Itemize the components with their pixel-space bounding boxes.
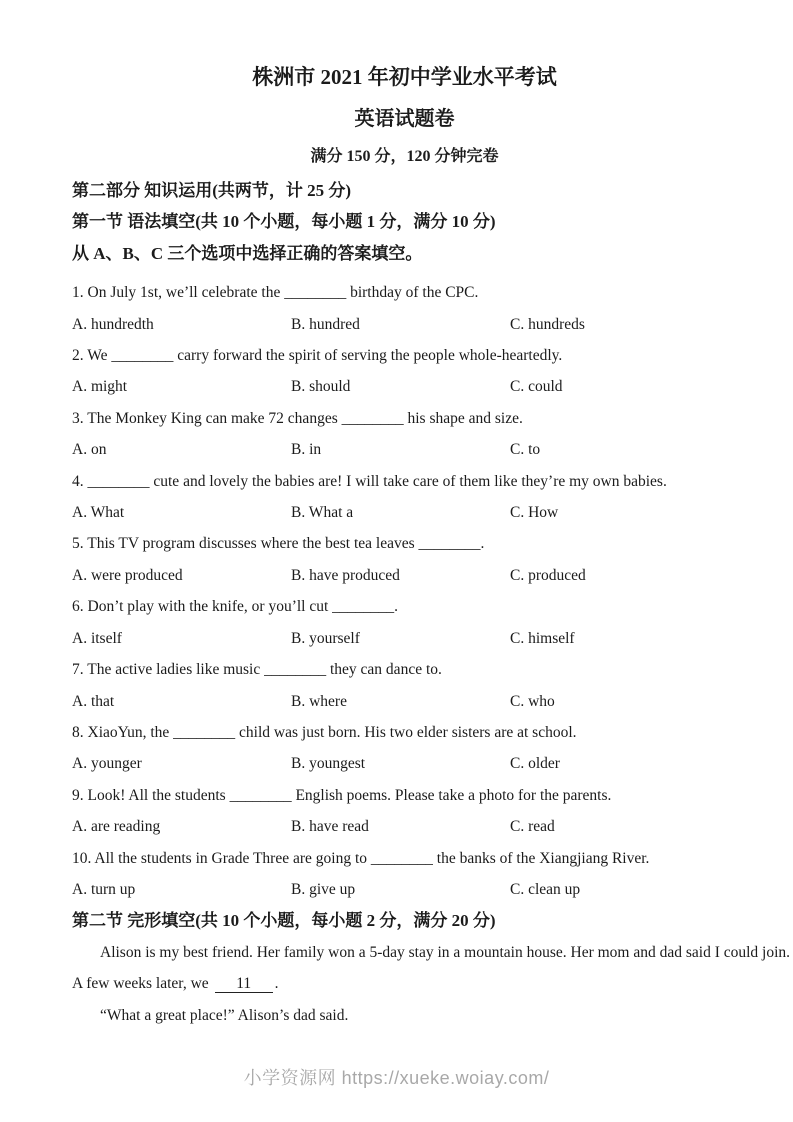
cloze-paragraph-line-2 xyxy=(72,968,737,999)
question-2-option-a: A. might xyxy=(72,378,128,396)
question-5-options xyxy=(72,560,737,591)
question-3-option-c: C. to xyxy=(510,441,541,459)
score-duration-line: 满分 150 分，120 分钟完卷 xyxy=(310,148,499,165)
question-8-option-b: B. youngest xyxy=(291,755,366,773)
question-2-options xyxy=(72,371,737,402)
paper-title: 英语试题卷 xyxy=(354,108,455,130)
cloze-paragraph-line-1: Alison is my best friend. Her family won a 5-day stay in a mountain house. Her mom and dad said I could join. xyxy=(100,943,791,961)
question-6-option-b: B. yourself xyxy=(291,629,360,647)
question-1-option-b: B. hundred xyxy=(291,315,360,333)
question-6-options xyxy=(72,623,737,654)
question-7-options xyxy=(72,686,737,717)
question-1-text: 1. On July 1st, we’ll celebrate the ________ birthday of the CPC. xyxy=(72,284,479,302)
question-9-option-a: A. are reading xyxy=(72,818,161,836)
question-3-text: 3. The Monkey King can make 72 changes ________ his shape and size. xyxy=(72,409,523,427)
question-4-text: 4. ________ cute and lovely the babies are! I will take care of them like they’re my own babies. xyxy=(72,472,667,490)
cloze-paragraph-line-3: “What a great place!” Alison’s dad said. xyxy=(100,1006,349,1024)
question-4-option-b: B. What a xyxy=(291,504,354,522)
question-9-text: 9. Look! All the students ________ English poems. Please take a photo for the parents. xyxy=(72,786,612,804)
question-5-text: 5. This TV program discusses where the best tea leaves ________. xyxy=(72,535,485,553)
exam-title: 株洲市 2021 年初中学业水平考试 xyxy=(252,65,557,89)
question-1-option-a: A. hundredth xyxy=(72,315,154,333)
question-1-options xyxy=(72,309,737,340)
question-3-options xyxy=(72,434,737,465)
cloze-blank-11: 11 xyxy=(215,975,273,993)
question-10-option-b: B. give up xyxy=(291,880,356,898)
question-7-text: 7. The active ladies like music ________ they can dance to. xyxy=(72,661,442,679)
question-2-option-b: B. should xyxy=(291,378,351,396)
question-5-option-c: C. produced xyxy=(510,566,586,584)
question-9-option-c: C. read xyxy=(510,818,555,836)
question-7-option-b: B. where xyxy=(291,692,347,710)
question-3-option-b: B. in xyxy=(291,441,322,459)
question-9-options xyxy=(72,811,737,842)
question-7-option-c: C. who xyxy=(510,692,555,710)
question-6-option-a: A. itself xyxy=(72,629,122,647)
question-5-option-a: A. were produced xyxy=(72,566,183,584)
question-8-option-a: A. younger xyxy=(72,755,142,773)
question-5-option-b: B. have produced xyxy=(291,566,400,584)
question-10-option-a: A. turn up xyxy=(72,880,136,898)
site-watermark: 小学资源网 https://xueke.woiay.com/ xyxy=(243,1068,550,1088)
question-10-options xyxy=(72,874,737,905)
question-4-options xyxy=(72,497,737,528)
instruction-line: 从 A、B、C 三个选项中选择正确的答案填空。 xyxy=(72,243,423,263)
question-10-option-c: C. clean up xyxy=(510,880,581,898)
cloze-line2-text: A few weeks later, we xyxy=(72,975,209,993)
grammar-questions-list xyxy=(72,277,737,905)
part2-header: 第二部分 知识运用(共两节，计 25 分) xyxy=(72,181,352,200)
question-4-option-c: C. How xyxy=(510,504,559,522)
question-7-option-a: A. that xyxy=(72,692,115,710)
question-8-text: 8. XiaoYun, the ________ child was just born. His two elder sisters are at school. xyxy=(72,723,577,741)
question-1-option-c: C. hundreds xyxy=(510,315,585,333)
question-8-option-c: C. older xyxy=(510,755,560,773)
section2-header: 第二节 完形填空(共 10 个小题，每小题 2 分，满分 20 分) xyxy=(72,911,496,931)
question-6-option-c: C. himself xyxy=(510,629,575,647)
question-9-option-b: B. have read xyxy=(291,818,369,836)
question-3-option-a: A. on xyxy=(72,441,107,459)
question-2-text: 2. We ________ carry forward the spirit of serving the people whole-heartedly. xyxy=(72,347,563,365)
section1-header: 第一节 语法填空(共 10 个小题，每小题 1 分，满分 10 分) xyxy=(72,212,496,232)
cloze-line2-period: . xyxy=(274,975,279,993)
question-8-options xyxy=(72,748,737,779)
question-10-text: 10. All the students in Grade Three are going to ________ the banks of the Xiangjiang River. xyxy=(72,849,650,867)
question-2-option-c: C. could xyxy=(510,378,563,396)
question-6-text: 6. Don’t play with the knife, or you’ll cut ________. xyxy=(72,598,399,616)
question-4-option-a: A. What xyxy=(72,504,125,522)
